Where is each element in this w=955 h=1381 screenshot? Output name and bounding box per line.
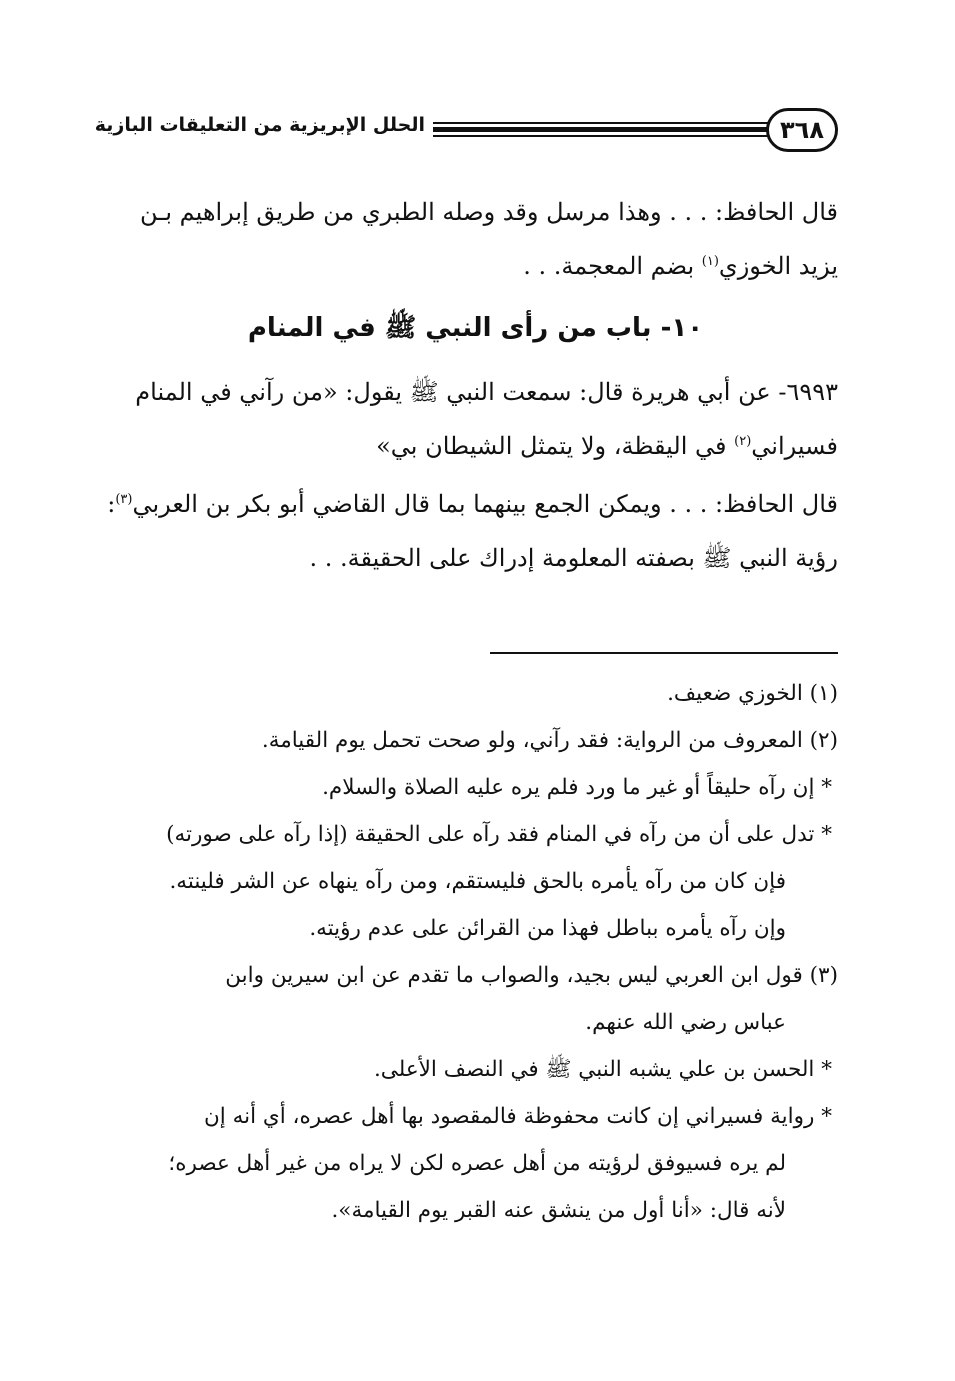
chapter-heading: ١٠- باب من رأى النبي ﷺ في المنام bbox=[247, 313, 704, 343]
text-line: قال الحافظ: . . . وهذا مرسل وقد وصله الطبري من طريق إبراهيم بـن bbox=[140, 198, 838, 226]
text-line: قال الحافظ: . . . ويمكن الجمع بينهما بما قال القاضي أبو بكر بن العربي$^{(٣)}$: bbox=[107, 490, 838, 518]
footnote-continuation: عباس رضي الله عنهم. bbox=[585, 1010, 786, 1035]
footnote-ref: (١) bbox=[701, 254, 719, 269]
running-title: الحلل الإبريزية من التعليقات البازية bbox=[94, 114, 425, 136]
text-line: فسيراني$^{(٢)}$ في اليقظة، ولا يتمثل الشيطان بي» bbox=[376, 432, 838, 460]
comment-continuation: وإن رآه يأمره بباطل فهذا من القرائن على عدم رؤيته. bbox=[309, 916, 786, 941]
comment-continuation: لم يره فسيوفق لرؤيته من أهل عصره لكن لا يراه من غير أهل عصره؛ bbox=[168, 1151, 786, 1176]
footnote-1: (١) الخوزي ضعيف. bbox=[667, 681, 838, 706]
paragraph-hadith bbox=[113, 365, 838, 473]
comment-bullet: * رواية فسيراني إن كانت محفوظة فالمقصود بها أهل عصره، أي أنه إن bbox=[204, 1104, 832, 1129]
paragraph-hafiz-1 bbox=[113, 185, 838, 293]
footnotes bbox=[113, 670, 838, 1234]
footnote-ref: (٣) bbox=[115, 492, 133, 507]
comment-continuation: لأنه قال: «أنا أول من ينشق عنه القبر يوم القيامة». bbox=[331, 1198, 786, 1223]
footnote-3: (٣) قول ابن العربي ليس بجيد، والصواب ما تقدم عن ابن سيرين وابن bbox=[225, 963, 838, 988]
text-line: ٦٩٩٣- عن أبي هريرة قال: سمعت النبي ﷺ يقول: «من رآني في المنام bbox=[135, 378, 838, 406]
page-header bbox=[94, 102, 838, 162]
paragraph-hafiz-2 bbox=[107, 477, 838, 585]
footnote-2: (٢) المعروف من الرواية: فقد رآني، ولو صحت تحمل يوم القيامة. bbox=[261, 728, 838, 753]
comment-bullet: * الحسن بن علي يشبه النبي ﷺ في النصف الأعلى. bbox=[373, 1057, 832, 1082]
comment-continuation: فإن كان من رآه يأمره بالحق فليستقم، ومن رآه ينهاه عن الشر فلينته. bbox=[169, 869, 786, 894]
footnote-ref: (٢) bbox=[734, 434, 752, 449]
text-line: رؤية النبي ﷺ بصفته المعلومة إدراك على الحقيقة. . . bbox=[309, 544, 838, 572]
comment-bullet: * تدل على أن من رآه في المنام فقد رآه على الحقيقة (إذا رآه على صورته) bbox=[166, 822, 832, 847]
page-number: ٣٦٨ bbox=[766, 108, 838, 152]
text-line: يزيد الخوزي$^{(١)}$ بضم المعجمة. . . bbox=[523, 252, 838, 280]
footnote-separator bbox=[490, 652, 838, 654]
comment-bullet: * إن رآه حليقاً أو غير ما ورد فلم يره عليه الصلاة والسلام. bbox=[322, 775, 832, 800]
header-rule bbox=[433, 122, 770, 138]
